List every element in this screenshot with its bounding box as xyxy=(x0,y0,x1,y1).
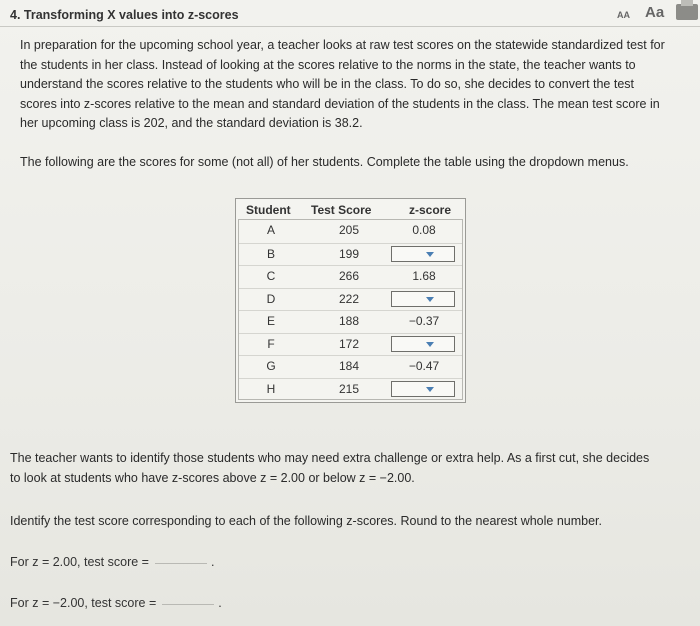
test-score-input-positive[interactable] xyxy=(155,562,207,564)
score-cell: 188 xyxy=(338,314,360,328)
student-cell: F xyxy=(267,336,275,351)
score-cell: 266 xyxy=(338,269,360,283)
dropdown-arrow-icon xyxy=(426,342,434,347)
intro-paragraph xyxy=(20,36,700,134)
intro-line: understand the scores relative to the students who will be in the class. To do so, she decides to convert the test xyxy=(20,77,635,91)
header-divider xyxy=(0,26,700,27)
dropdown-arrow-icon xyxy=(426,252,434,257)
teacher-line: The teacher wants to identify those students who may need extra challenge or extra help. As a first cut, she decides xyxy=(10,451,650,465)
header-test-score: Test Score xyxy=(311,203,372,217)
table-row xyxy=(239,220,462,243)
student-cell: E xyxy=(266,314,275,328)
answer-label-negative: For z = −2.00, test score = xyxy=(10,596,157,610)
z-score-table xyxy=(235,198,466,403)
intro-line: the students in her class. Instead of looking at the scores relative to the norms in the state, the teacher wants to xyxy=(20,57,636,72)
increase-font-button[interactable]: Aa xyxy=(645,4,665,21)
question-title: 4. Transforming X values into z-scores xyxy=(10,8,239,22)
table-row xyxy=(239,378,462,401)
table-row xyxy=(239,265,462,288)
teacher-line: to look at students who have z-scores above z = 2.00 or below z = −2.00. xyxy=(10,470,415,485)
score-cell: 205 xyxy=(338,223,360,237)
student-cell: B xyxy=(266,246,275,261)
table-row xyxy=(239,288,462,311)
table-row xyxy=(239,310,462,333)
period-text: . xyxy=(210,555,215,569)
instructions-text: The following are the scores for some (not all) of her students. Complete the table using the dropdown menus. xyxy=(20,155,629,169)
score-cell: 172 xyxy=(338,336,360,351)
intro-line: her upcoming class is 202, and the standard deviation is 38.2. xyxy=(20,116,363,130)
dropdown-arrow-icon xyxy=(426,387,434,392)
score-cell: 222 xyxy=(338,291,360,306)
table-row xyxy=(239,243,462,266)
z-score-dropdown[interactable] xyxy=(391,291,455,307)
score-cell: 184 xyxy=(338,359,360,373)
z-cell: −0.37 xyxy=(408,314,440,328)
answer-row-negative xyxy=(10,596,222,610)
intro-line: scores into z-scores relative to the mean and standard deviation of the students in the class. The mean test score in xyxy=(20,96,660,111)
student-cell: G xyxy=(266,359,276,373)
score-cell: 199 xyxy=(338,246,360,261)
z-score-dropdown[interactable] xyxy=(391,381,455,397)
header-student: Student xyxy=(246,203,291,217)
table-row xyxy=(239,355,462,378)
z-cell: 1.68 xyxy=(412,269,436,283)
period-text: . xyxy=(218,596,222,610)
decrease-font-button[interactable]: AA xyxy=(617,10,630,20)
z-score-dropdown[interactable] xyxy=(391,336,455,352)
test-score-input-negative[interactable] xyxy=(162,603,214,605)
identify-instructions: Identify the test score corresponding to each of the following z-scores. Round to the nearest whole number. xyxy=(10,514,603,528)
z-cell: 0.08 xyxy=(412,223,436,237)
student-cell: H xyxy=(266,381,276,396)
intro-line: In preparation for the upcoming school year, a teacher looks at raw test scores on the statewide standardized test for xyxy=(20,38,665,52)
student-cell: A xyxy=(266,223,275,237)
print-icon[interactable] xyxy=(676,4,698,20)
answer-row-positive xyxy=(10,555,214,569)
table-body xyxy=(238,219,463,400)
z-cell: −0.47 xyxy=(408,359,440,373)
teacher-paragraph xyxy=(10,449,690,488)
score-cell: 215 xyxy=(338,381,360,396)
student-cell: D xyxy=(266,291,276,306)
table-row xyxy=(239,333,462,356)
z-score-dropdown[interactable] xyxy=(391,246,455,262)
student-cell: C xyxy=(266,269,276,283)
answer-label-positive: For z = 2.00, test score = xyxy=(10,555,149,569)
dropdown-arrow-icon xyxy=(426,297,434,302)
header-z-score: z-score xyxy=(409,203,452,217)
